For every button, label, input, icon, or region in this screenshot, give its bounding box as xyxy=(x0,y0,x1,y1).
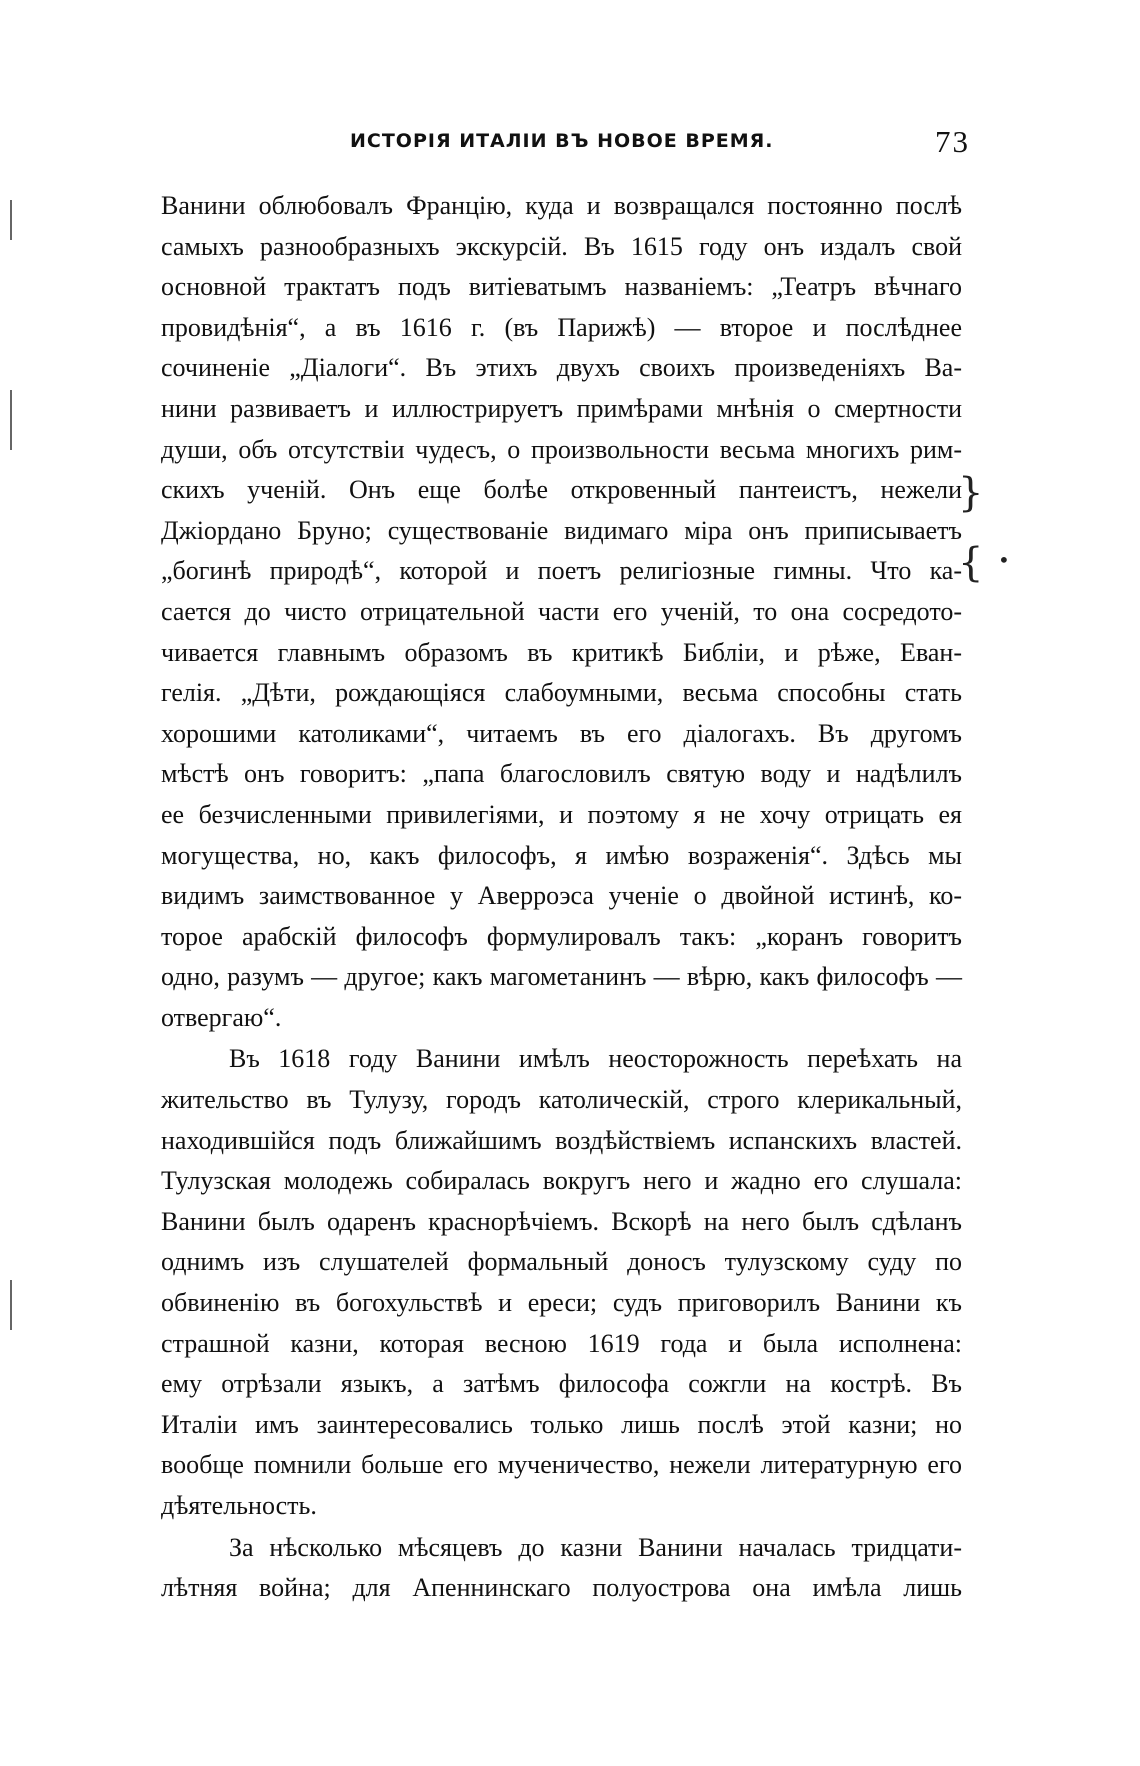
text-line: Джіордано Бруно; существованіе видимаго міра онъ приписываетъ xyxy=(161,515,962,545)
running-head xyxy=(150,124,970,164)
margin-dot-mark: • xyxy=(998,548,1010,572)
scan-edge-mark xyxy=(10,1280,12,1330)
text-line: лѣтняя война; для Апеннинскаго полуострова она имѣла лишь xyxy=(161,1573,962,1603)
text-line: однимъ изъ слушателей формальный доносъ тулузскому суду по xyxy=(161,1247,962,1277)
paragraph xyxy=(161,1528,962,1609)
body-text xyxy=(161,186,962,1609)
margin-bracket-mark: } xyxy=(958,470,984,516)
text-line: Ванини облюбовалъ Францію, куда и возвращался постоянно послѣ xyxy=(161,191,962,220)
text-line: вообще помнили больше его мученичество, нежели литературную его xyxy=(161,1450,962,1480)
text-line: провидѣнія“, а въ 1616 г. (въ Парижѣ) — второе и послѣднее xyxy=(161,312,962,342)
scan-edge-mark xyxy=(10,200,12,240)
text-line: гелія. „Дѣти, рождающіяся слабоумными, весьма способны стать xyxy=(161,678,962,708)
text-line: скихъ ученій. Онъ еще болѣе откровенный пантеистъ, нежели xyxy=(161,475,962,505)
text-line: сается до чисто отрицательной части его ученій, то она сосредото- xyxy=(161,596,962,626)
text-line: За нѣсколько мѣсяцевъ до казни Ванини началась тридцати- xyxy=(229,1532,962,1562)
text-line: Въ 1618 году Ванини имѣлъ неосторожность переѣхать на xyxy=(229,1044,962,1074)
text-line: Италіи имъ заинтересовались только лишь послѣ этой казни; но xyxy=(161,1409,962,1439)
text-line: одно, разумъ — другое; какъ магометанинъ — вѣрю, какъ философъ — xyxy=(161,962,962,992)
paragraph xyxy=(161,1039,962,1526)
text-line: обвиненію въ богохульствѣ и ереси; судъ приговорилъ Ванини къ xyxy=(161,1288,962,1318)
page-number: 73 xyxy=(935,124,970,159)
text-line: основной трактатъ подъ витіеватымъ названіемъ: „Театръ вѣчнаго xyxy=(161,272,962,302)
text-line: жительство въ Тулузу, городъ католическій, строго клерикальный, xyxy=(161,1085,962,1115)
text-line: торое арабскій философъ формулировалъ такъ: „коранъ говоритъ xyxy=(161,921,962,951)
text-line: страшной казни, которая весною 1619 года и была исполнена: xyxy=(161,1328,962,1358)
text-line: могущества, но, какъ философъ, я имѣю возраженія“. Здѣсь мы xyxy=(161,840,962,870)
text-line: хорошими католиками“, читаемъ въ его діалогахъ. Въ другомъ xyxy=(161,718,962,748)
margin-bracket-mark: { xyxy=(958,540,984,586)
text-line: ее безчисленными привилегіями, и поэтому я не хочу отрицать ея xyxy=(161,799,962,829)
text-line: Тулузская молодежь собиралась вокругъ него и жадно его слушала: xyxy=(161,1166,962,1196)
text-line: отвергаю“. xyxy=(161,1002,282,1032)
text-line: дѣятельность. xyxy=(161,1491,317,1520)
text-line: души, объ отсутствіи чудесъ, о произвольности весьма многихъ рим- xyxy=(161,434,962,464)
running-title: ИСТОРІЯ ИТАЛІИ ВЪ НОВОЕ ВРЕМЯ. xyxy=(350,130,774,152)
text-line: самыхъ разнообразныхъ экскурсій. Въ 1615 году онъ издалъ свой xyxy=(161,231,962,261)
text-line: чивается главнымъ образомъ въ критикѣ Библіи, и рѣже, Еван- xyxy=(161,637,962,667)
text-line: ему отрѣзали языкъ, а затѣмъ философа сожгли на кострѣ. Въ xyxy=(161,1369,962,1399)
scan-edge-mark xyxy=(10,390,12,450)
text-line: мѣстѣ онъ говоритъ: „папа благословилъ святую воду и надѣлилъ xyxy=(161,759,962,789)
text-line: „богинѣ природѣ“, которой и поетъ религіозные гимны. Что ка- xyxy=(161,556,962,586)
text-line: сочиненіе „Діалоги“. Въ этихъ двухъ своихъ произведеніяхъ Ва- xyxy=(161,353,962,383)
text-line: Ванини былъ одаренъ краснорѣчіемъ. Вскорѣ на него былъ сдѣланъ xyxy=(161,1206,962,1236)
paragraph xyxy=(161,186,962,1038)
text-line: видимъ заимствованное у Аверроэса ученіе о двойной истинѣ, ко- xyxy=(161,881,962,911)
text-line: нини развиваетъ и иллюстрируетъ примѣрами мнѣнія о смертности xyxy=(161,393,962,423)
text-line: находившійся подъ ближайшимъ воздѣйствіемъ испанскихъ властей. xyxy=(161,1125,962,1155)
